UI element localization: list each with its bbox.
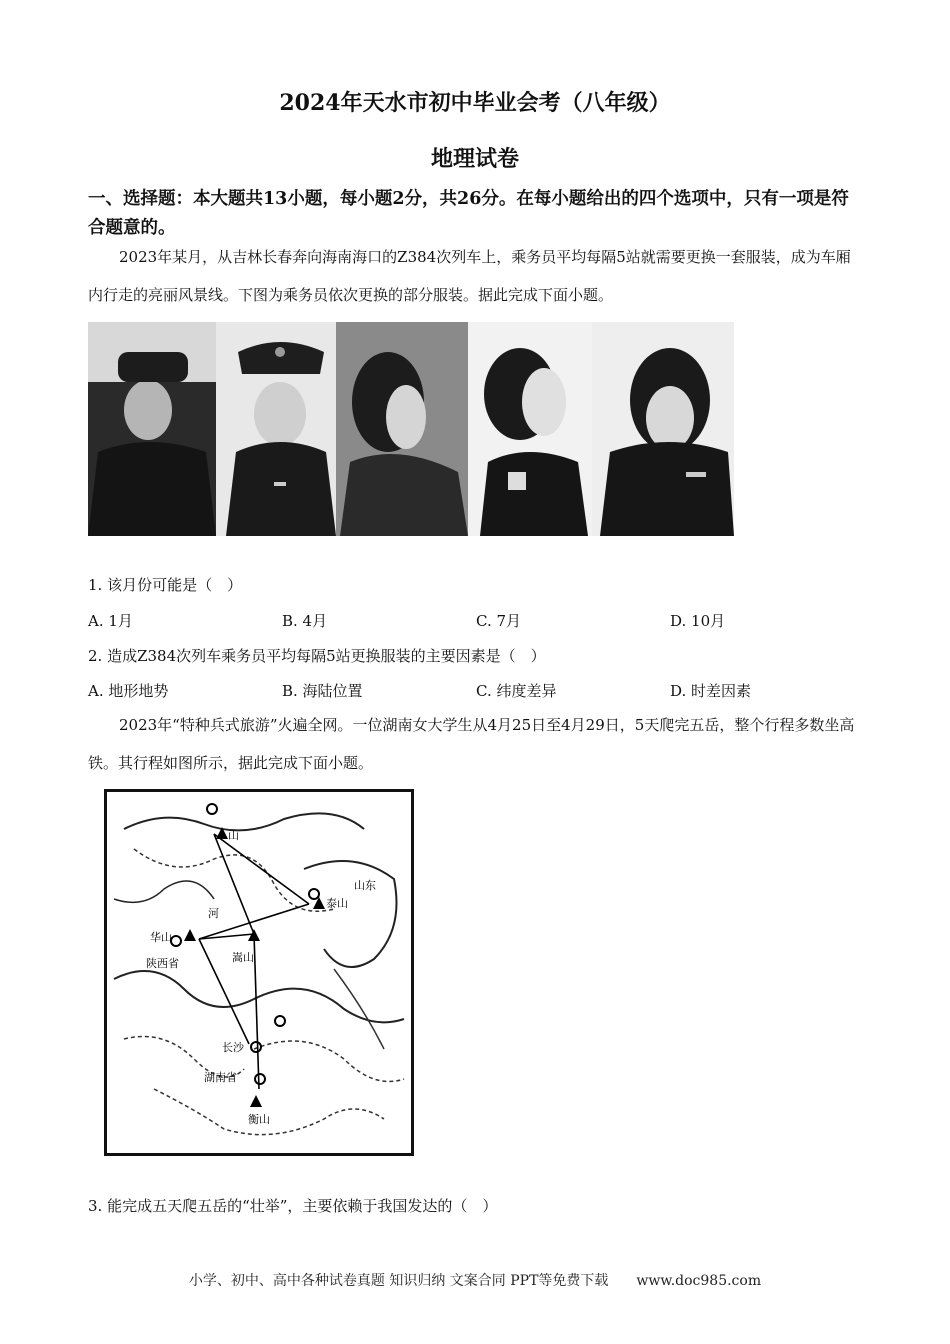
q2-option-d[interactable]: D. 时差因素 [670, 682, 752, 700]
label-shaanxi: 陕西省 [146, 957, 179, 970]
label-river: 河 [208, 907, 219, 920]
passage-2: 2023年“特种兵式旅游”火遍全网。一位湖南女大学生从4月25日至4月29日，5天爬完五岳，整个行程多数坐高铁。其行程如图所示，据此完成下面小题。 [88, 716, 855, 772]
route-map [104, 789, 414, 1156]
q2-option-a[interactable]: A. 地形地势 [88, 682, 169, 700]
label-changsha: 长沙 [222, 1041, 244, 1054]
page-footer: 小学、初中、高中各种试卷真题 知识归纳 文案合同 PPT等免费下载 www.doc985.com [188, 1273, 762, 1289]
label-north-mountain: 山 [228, 829, 239, 842]
label-shandong: 山东 [354, 879, 376, 892]
section-heading: 一、选择题：本大题共13小题，每小题2分，共26分。在每小题给出的四个选项中，只有一项是符合题意的。 [88, 189, 849, 238]
q1-option-a[interactable]: A. 1月 [88, 612, 133, 630]
q1-option-d[interactable]: D. 10月 [670, 612, 726, 630]
q1-option-c[interactable]: C. 7月 [476, 612, 522, 630]
exam-subtitle: 地理试卷 [430, 146, 519, 172]
label-hunan: 湖南省 [204, 1071, 237, 1084]
q2-option-c[interactable]: C. 纬度差异 [476, 682, 557, 700]
question-1-stem: 1. 该月份可能是（ ） [88, 576, 243, 594]
passage-1: 2023年某月，从吉林长春奔向海南海口的Z384次列车上，乘务员平均每隔5站就需要更换一套服装，成为车厢内行走的亮丽风景线。下图为乘务员依次更换的部分服装。据此完成下面小题。 [88, 248, 851, 304]
question-2-stem: 2. 造成Z384次列车乘务员平均每隔5站更换服装的主要因素是（ ） [88, 647, 546, 665]
exam-title: 2024年天水市初中毕业会考（八年级） [279, 90, 671, 116]
label-hengshan-south: 衡山 [248, 1113, 270, 1126]
label-songshan: 嵩山 [232, 951, 254, 964]
q1-option-b[interactable]: B. 4月 [282, 612, 328, 630]
q2-option-b[interactable]: B. 海陆位置 [282, 682, 363, 700]
question-3-stem: 3. 能完成五天爬五岳的“壮举”，主要依赖于我国发达的（ ） [88, 1197, 498, 1215]
label-huashan: 华山 [150, 931, 172, 944]
label-taishan: 泰山 [326, 897, 348, 910]
uniform-photo [88, 322, 734, 536]
